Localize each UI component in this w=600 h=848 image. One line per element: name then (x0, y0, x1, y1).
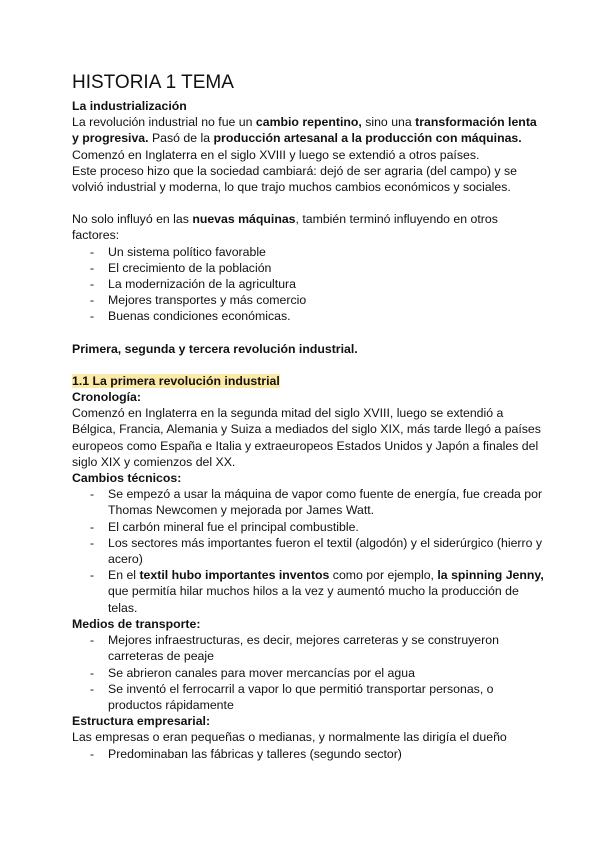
paragraph-cronologia: Comenzó en Inglaterra en la segunda mitad del siglo XVIII, luego se extendió a Bélgica, Francia, Alemania y Suiza a mediados del siglo XIX, más tarde llegó a países europeos como España e Italia y extraeuropeos Estados Unidos y Japón a finales del siglo XIX y comienzos del XX. (72, 406, 541, 469)
section-heading-industrializacion: La industrialización (72, 99, 187, 113)
subheading-medios-transporte: Medios de transporte: (72, 616, 201, 631)
subheading-cronologia: Cronología: (72, 390, 141, 405)
subheading-cambios-tecnicos: Cambios técnicos: (72, 471, 182, 486)
list-item: - La modernización de la agricultura (90, 276, 544, 292)
list-item: - En el textil hubo importantes inventos como por ejemplo, la spinning Jenny, que permitía hilar muchos hilos a la vez y aumentó mucho la producción de telas. (90, 567, 544, 616)
list-item: - Buenas condiciones económicas. (90, 308, 544, 324)
list-item: - Se inventó el ferrocarril a vapor lo que permitió transportar personas, o productos rápidamente (90, 681, 544, 713)
list-item: - Mejores infraestructuras, es decir, mejores carreteras y se construyeron carreteras de peaje (90, 632, 544, 664)
list-item: - Un sistema político favorable (90, 244, 544, 260)
list-item: - El carbón mineral fue el principal combustible. (90, 519, 544, 535)
cambios-list (72, 486, 544, 616)
list-item: - Se empezó a usar la máquina de vapor como fuente de energía, fue creada por Thomas Newcomen y mejorada por James Watt. (90, 486, 544, 518)
list-item: - El crecimiento de la población (90, 260, 544, 276)
list-item: - Predominaban las fábricas y talleres (segundo sector) (90, 746, 544, 762)
section-heading-primera-revolucion: 1.1 La primera revolución industrial (72, 373, 280, 388)
paragraph-factors-intro: No solo influyó en las nuevas máquinas, también terminó influyendo en otros factores: (72, 212, 498, 243)
paragraph-origin: Comenzó en Inglaterra en el siglo XVIII y luego se extendió a otros países. (72, 147, 480, 162)
paragraph-intro: La revolución industrial no fue un cambio repentino, sino una transformación lenta y progresiva. Pasó de la producción artesanal a la producción con máquinas. (72, 115, 537, 146)
factors-list (72, 244, 544, 325)
document-title: HISTORIA 1 TEMA (72, 72, 234, 93)
section-heading-revoluciones: Primera, segunda y tercera revolución industrial. (72, 341, 358, 356)
paragraph-process: Este proceso hizo que la sociedad cambiará: dejó de ser agraria (del campo) y se volvió industrial y moderna, lo que trajo muchos cambios económicos y sociales. (72, 163, 517, 195)
paragraph-estructura: Las empresas o eran pequeñas o medianas, y normalmente las dirigía el dueño (72, 730, 507, 745)
list-item: - Mejores transportes y más comercio (90, 292, 544, 308)
list-item: - Se abrieron canales para mover mercancías por el agua (90, 665, 544, 681)
transporte-list (72, 632, 544, 713)
subheading-estructura-empresarial: Estructura empresarial: (72, 714, 211, 729)
list-item: - Los sectores más importantes fueron el textil (algodón) y el siderúrgico (hierro y acero) (90, 535, 544, 567)
estructura-list (72, 746, 544, 762)
